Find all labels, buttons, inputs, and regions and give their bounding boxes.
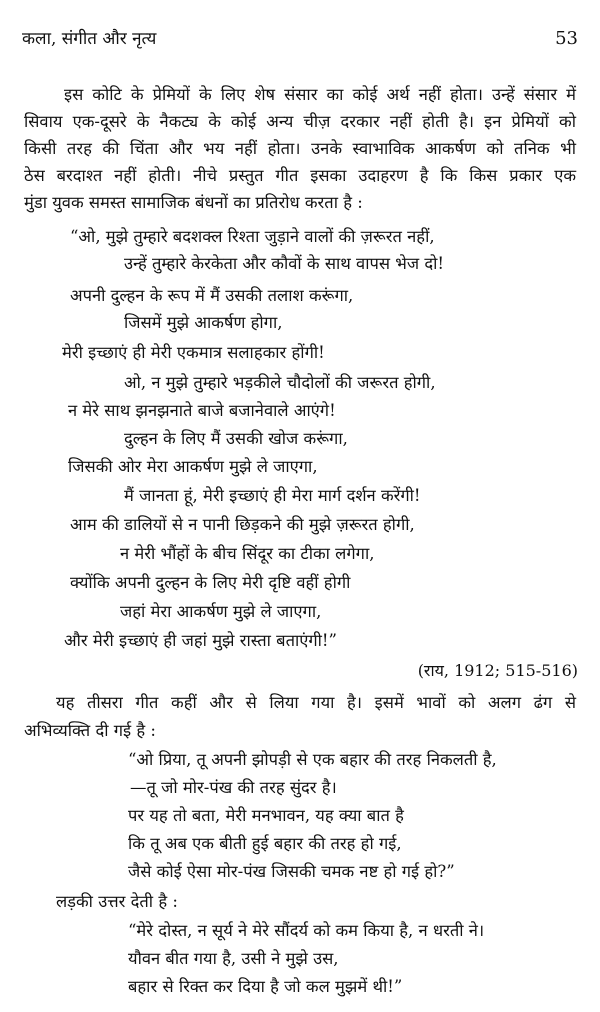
paragraph-line: किसी तरह की चिंता और भय नहीं होता। उनके स्वाभाविक आकर्षण को तनिक भी: [24, 139, 576, 158]
verse-line: —तू जो मोर-पंख की तरह सुंदर है।: [130, 778, 337, 797]
verse-line: जिसमें मुझे आकर्षण होगा,: [124, 313, 283, 332]
verse-line: मैं जानता हूं, मेरी इच्छाएं ही मेरा मार्ग दर्शन करेंगी!: [124, 486, 421, 505]
paragraph-line: इस कोटि के प्रेमियों के लिए शेष संसार का कोई अर्थ नहीं होता। उन्हें संसार में: [64, 85, 576, 104]
verse-line: आम की डालियों से न पानी छिड़कने की मुझे ज़रूरत होगी,: [70, 515, 415, 534]
paragraph-line: यह तीसरा गीत कहीं और से लिया गया है। इसमें भावों को अलग ढंग से: [56, 693, 576, 712]
verse-line: “ओ, मुझे तुम्हारे बदशक्ल रिश्ता जुड़ाने वालों की ज़रूरत नहीं,: [70, 227, 435, 246]
page-number: 53: [555, 28, 578, 49]
verse-line: जिसकी ओर मेरा आकर्षण मुझे ले जाएगा,: [68, 457, 318, 476]
verse-line: न मेरे साथ झनझनाते बाजे बजानेवाले आएंगे!: [68, 401, 336, 420]
verse-line: मेरी इच्छाएं ही मेरी एकमात्र सलाहकार होंगी!: [62, 343, 325, 362]
verse-line: जैसे कोई ऐसा मोर-पंख जिसकी चमक नष्ट हो गई हो?”: [128, 862, 455, 881]
verse-line: जहां मेरा आकर्षण मुझे ले जाएगा,: [120, 602, 322, 621]
verse-line: अपनी दुल्हन के रूप में मैं उसकी तलाश करूंगा,: [70, 286, 354, 305]
verse-line: क्योंकि अपनी दुल्हन के लिए मेरी दृष्टि वहीं होगी: [70, 573, 351, 592]
reply-intro: लड़की उत्तर देती है :: [56, 892, 178, 911]
verse-line: और मेरी इच्छाएं ही जहां मुझे रास्ता बताएंगी!”: [64, 631, 337, 650]
paragraph-line: ठेस बरदाश्त नहीं होती। नीचे प्रस्तुत गीत इसका उदाहरण है कि किस प्रकार एक: [24, 166, 576, 185]
verse-line: दुल्हन के लिए मैं उसकी खोज करूंगा,: [124, 429, 348, 448]
citation: (राय, 1912; 515-516): [417, 661, 578, 680]
verse-line: बहार से रिक्त कर दिया है जो कल मुझमें थी!”: [128, 977, 403, 996]
verse-line: यौवन बीत गया है, उसी ने मुझे उस,: [128, 949, 339, 968]
paragraph-line: सिवाय एक-दूसरे के नैकट्य के कोई अन्य चीज़ दरकार नहीं होती है। इन प्रेमियों को: [24, 112, 576, 131]
paragraph-line: अभिव्यक्ति दी गई है :: [24, 721, 156, 740]
running-title: कला, संगीत और नृत्य: [22, 29, 157, 49]
paragraph-line: मुंडा युवक समस्त सामाजिक बंधनों का प्रतिरोध करता है :: [24, 193, 363, 212]
verse-line: पर यह तो बता, मेरी मनभावन, यह क्या बात है: [128, 806, 404, 825]
verse-line: “मेरे दोस्त, न सूर्य ने मेरे सौंदर्य को कम किया है, न धरती ने।: [128, 921, 485, 940]
verse-line: ओ, न मुझे तुम्हारे भड़कीले चौदोलों की जरूरत होगी,: [124, 373, 436, 392]
verse-line: कि तू अब एक बीती हुई बहार की तरह हो गई,: [128, 834, 402, 853]
verse-line: न मेरी भौंहों के बीच सिंदूर का टीका लगेगा,: [120, 544, 375, 563]
verse-line: “ओ प्रिया, तू अपनी झोपड़ी से एक बहार की तरह निकलती है,: [128, 750, 497, 769]
verse-line: उन्हें तुम्हारे केरकेता और कौवों के साथ वापस भेज दो!: [124, 254, 445, 273]
